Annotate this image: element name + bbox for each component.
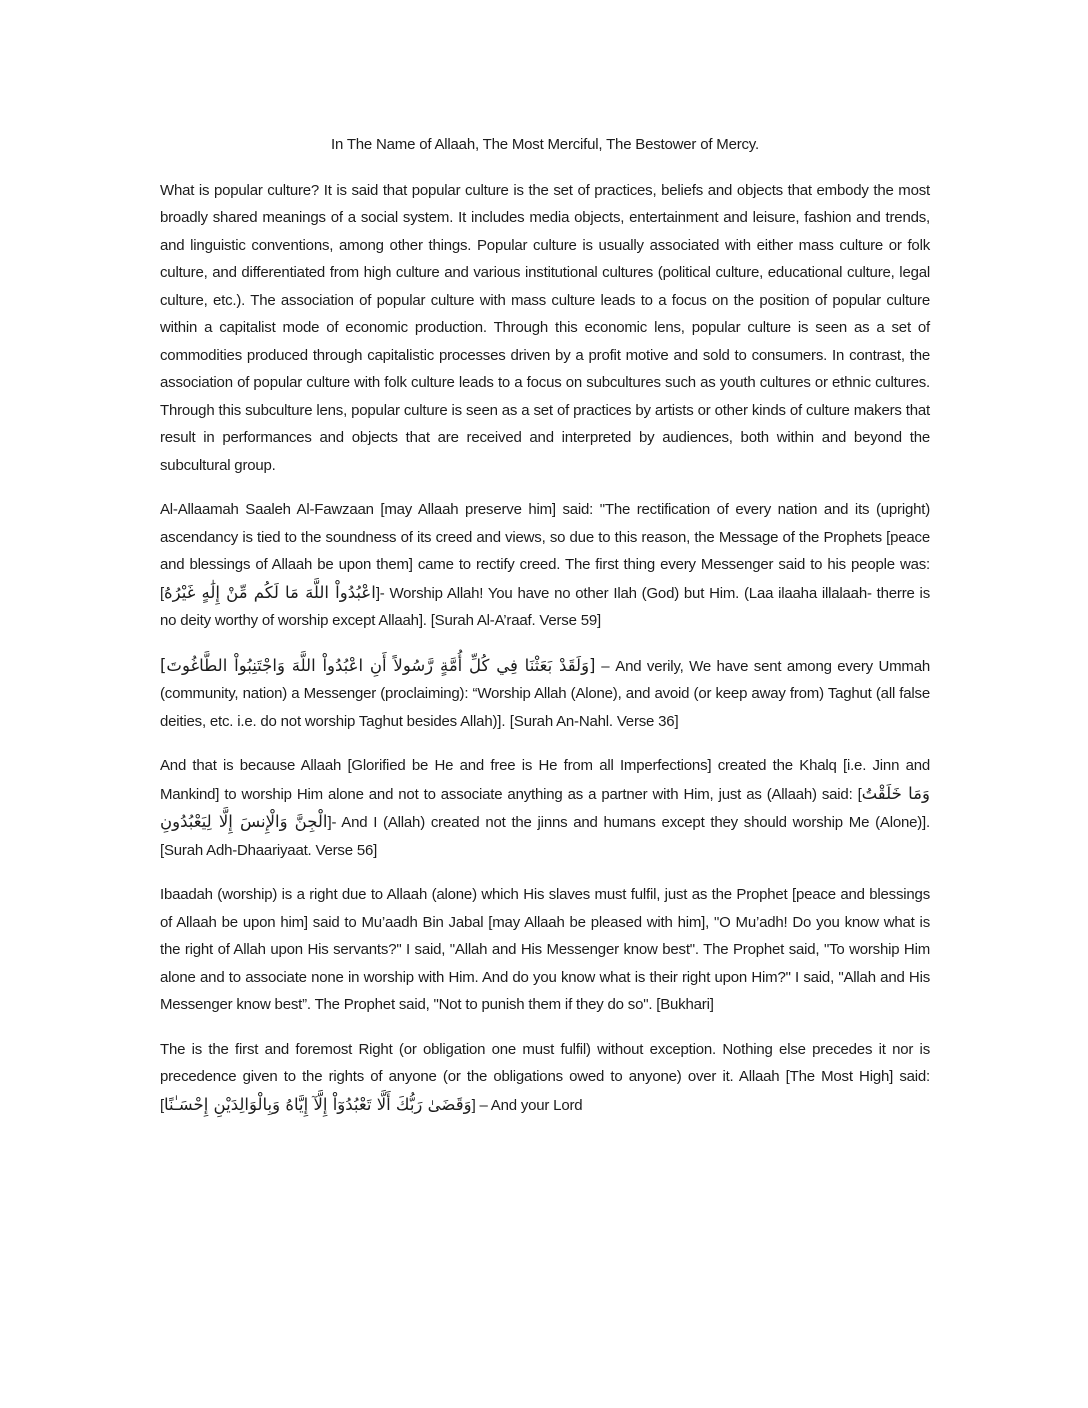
- paragraph-first-right: [160, 1036, 930, 1120]
- paragraph-popular-culture: [160, 177, 930, 480]
- arabic-verse-araf-59: اعْبُدُواْ اللَّهَ مَا لَكُم مِّنْ إِلَٰهٍ غَيْرُهُ: [163, 582, 376, 602]
- dhaariyaat-text-trail: ]- And I (Allah) created not the jinns and humans except they should worship Me (Alone)]. [Surah Adh-Dhaariyaat. Verse 56]: [160, 814, 930, 859]
- arabic-verse-nahl-36: [وَلَقَدْ بَعَثْنَا فِي كُلِّ أُمَّةٍ رَّسُولاً أَنِ اعْبُدُواْ اللَّهَ وَاجْتَنِبُواْ الطَّاغُوتَ]: [160, 655, 596, 675]
- dhaariyaat-text-lead: And that is because Allaah [Glorified be He and free is He from all Imperfections] created the Khalq [i.e. Jinn and Mankind] to worship Him alone and not to associate anything as a partner with Him, just as (Allaah) said: [: [160, 757, 930, 803]
- arabic-verse-isra-23: وَقَضَىٰ رَبُّكَ أَلَّا تَعْبُدُوٓاْ إِلَّآ إِيَّاهُ وَبِالْوَالِدَيْنِ إِحْسَـٰنًا: [163, 1094, 472, 1114]
- paragraph-muaadh-hadith: [160, 881, 930, 1019]
- arabic-verse-dhaariyaat-56: وَمَا خَلَقْتُ الْجِنَّ وَالْإِنسَ إِلَّا لِيَعْبُدُونِ: [160, 783, 930, 831]
- first-right-text-lead: The is the first and foremost Right (or obligation one must fulfil) without exception. Nothing else precedes it nor is precedence given to the rights of anyone (or the obligations owed to anyone) over it. Allaah [The Most High] said: [: [160, 1040, 930, 1114]
- paragraph-dhaariyaat-verse: [160, 752, 930, 864]
- fawzaan-quote-text-lead: Al-Allaamah Saaleh Al-Fawzaan [may Allaah preserve him] said: "The rectification of every nation and its (upright) ascendancy is tied to the soundness of its creed and views, so due to this reason, the Message of the Prophets [peace and blessings of Allaah be upon them] came to rectify creed. The first thing every Messenger said to his people was: [: [160, 501, 930, 602]
- paragraph-nahl-verse: [160, 652, 930, 736]
- muaadh-hadith-text: Ibaadah (worship) is a right due to Allaah (alone) which His slaves must fulfil, just as the Prophet [peace and blessings of Allaah be upon him] said to Mu’aadh Bin Jabal [may Allaah be pleased with him], "O Mu’adh! Do you know what is the right of Allah upon His servants?" I said, "Allah and His Messenger know best". The Prophet said, "To worship Him alone and to associate none in worship with Him. And do you know what is their right upon Him?" I said, "Allah and His Messenger know best”. The Prophet said, "Not to punish them if they do so". [Bukhari]: [160, 886, 930, 1013]
- paragraph-popular-culture-text: What is popular culture? It is said that popular culture is the set of practices, beliefs and objects that embody the most broadly shared meanings of a social system. It includes media objects, entertainment and leisure, fashion and trends, and linguistic conventions, among other things. Popular culture is usually associated with either mass culture or folk culture, and differentiated from high culture and various institutional cultures (political culture, educational culture, legal culture, etc.). The association of popular culture with mass culture leads to a focus on the position of popular culture within a capitalist mode of economic production. Through this economic lens, popular culture is seen as a set of commodities produced through capitalistic processes driven by a profit motive and sold to consumers. In contrast, the association of popular culture with folk culture leads to a focus on subcultures such as youth cultures or ethnic cultures. Through this subculture lens, popular culture is seen as a set of practices by artists or other kinds of culture makers that result in performances and objects that are received and interpreted by audiences, both within and beyond the subcultural group.: [160, 181, 930, 474]
- fawzaan-quote-text-trail: ]- Worship Allah! You have no other Ilah (God) but Him. (Laa ilaaha illalaah- therre is no deity worthy of worship except Allaah]. [Surah Al-A’raaf. Verse 59]: [160, 584, 930, 629]
- nahl-verse-translation: – And verily, We have sent among every Ummah (community, nation) a Messenger (proclaiming): “Worship Allah (Alone), and avoid (or keep away from) Taghut (all false deities, etc. i.e. do not worship Taghut besides Allah)]. [Surah An-Nahl. Verse 36]: [160, 657, 930, 730]
- bismillah-title: In The Name of Allaah, The Most Merciful, The Bestower of Mercy.: [331, 136, 759, 153]
- paragraph-fawzaan-quote: [160, 496, 930, 635]
- first-right-text-trail: ] – And your Lord: [471, 1096, 583, 1114]
